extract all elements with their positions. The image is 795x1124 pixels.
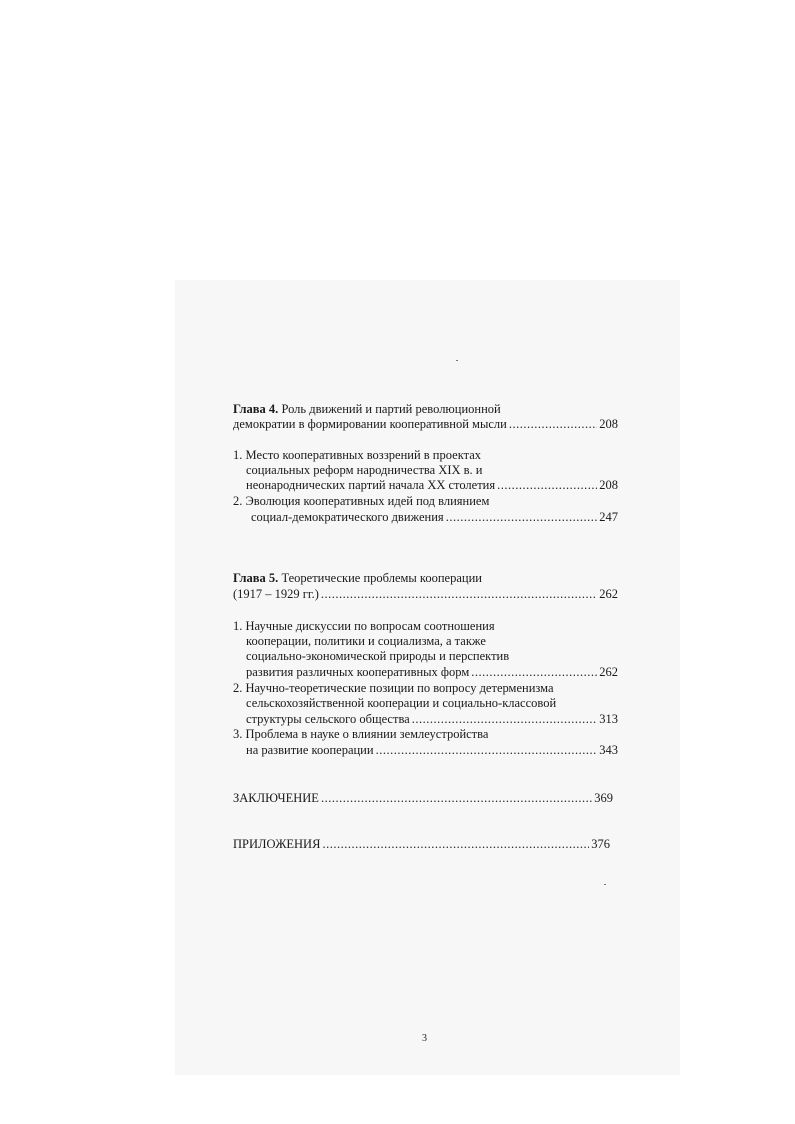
- ch5-item-1-line2: кооперации, политики и социализма, а также: [246, 634, 486, 648]
- appendix-entry[interactable]: [233, 837, 610, 852]
- dot-leader: [412, 712, 598, 727]
- ch4-item-1-line2: социальных реформ народничества XIX в. и: [246, 463, 483, 477]
- conclusion-entry[interactable]: [233, 791, 613, 806]
- ch5-item-2-entry[interactable]: [246, 712, 618, 727]
- ch4-item-2-line2: социал-демократического движения: [251, 510, 444, 524]
- ch5-item-1-line1: 1. Научные дискуссии по вопросам соотношения: [233, 619, 495, 633]
- chapter-4-title-line2: демократии в формировании кооперативной мысли: [233, 417, 507, 431]
- ch5-item-2-line1: 2. Научно-теоретические позиции по вопросу детерменизма: [233, 681, 554, 695]
- ch5-item-2-page: 313: [599, 712, 618, 726]
- ch4-item-1-line1: 1. Место кооперативных воззрений в проектах: [233, 448, 482, 462]
- ch4-item-1-entry[interactable]: [246, 478, 618, 493]
- dot-leader: [321, 587, 597, 602]
- dot-leader: [509, 417, 597, 432]
- ch5-item-1-line3: социально-экономической природы и перспектив: [246, 649, 510, 663]
- ch5-item-3-entry[interactable]: [246, 743, 618, 758]
- chapter-4-label: Глава 4.: [233, 402, 279, 416]
- ch4-item-1-line3: неонароднических партий начала XX столетия: [246, 478, 496, 492]
- scan-speck: [456, 360, 458, 361]
- ch5-item-2-line3: структуры сельского общества: [246, 712, 410, 726]
- ch5-item-3-line2: на развитие кооперации: [246, 743, 374, 757]
- dot-leader: [321, 791, 592, 806]
- scan-speck: [604, 884, 606, 885]
- ch5-item-3-line1: 3. Проблема в науке о влиянии землеустройства: [233, 727, 489, 741]
- appendix-page: 376: [591, 837, 610, 851]
- ch5-item-1-entry[interactable]: [246, 665, 618, 680]
- chapter-5-title-line2: (1917 – 1929 гг.): [233, 587, 319, 601]
- chapter-4-page: 208: [599, 417, 618, 431]
- ch4-item-1-page: 208: [599, 478, 618, 492]
- dot-leader: [376, 743, 598, 758]
- ch5-item-1-line4: развития различных кооперативных форм: [246, 665, 470, 679]
- chapter-5-page: 262: [599, 587, 618, 601]
- page-number: 3: [422, 1033, 427, 1044]
- chapter-5-title-line1: Теоретические проблемы кооперации: [278, 571, 482, 585]
- chapter-5-label: Глава 5.: [233, 571, 279, 585]
- chapter-5-entry[interactable]: [233, 587, 618, 602]
- ch4-item-2-page: 247: [599, 510, 618, 524]
- dot-leader: [446, 510, 598, 525]
- dot-leader: [471, 665, 597, 680]
- ch5-item-3-page: 343: [599, 743, 618, 757]
- chapter-4-entry[interactable]: [233, 417, 618, 432]
- ch5-item-2-line2: сельскохозяйственной кооперации и социально-классовой: [246, 696, 557, 710]
- ch4-item-2-entry[interactable]: [251, 510, 618, 525]
- chapter-4-title-line1: Роль движений и партий революционной: [278, 402, 501, 416]
- chapter-4-heading: [233, 402, 501, 417]
- chapter-5-heading: [233, 571, 482, 586]
- ch4-item-2-line1: 2. Эволюция кооперативных идей под влиянием: [233, 494, 490, 508]
- ch5-item-1-page: 262: [599, 665, 618, 679]
- dot-leader: [497, 478, 597, 493]
- conclusion-label: ЗАКЛЮЧЕНИЕ: [233, 791, 319, 805]
- appendix-label: ПРИЛОЖЕНИЯ: [233, 837, 321, 851]
- conclusion-page: 369: [594, 791, 613, 805]
- dot-leader: [322, 837, 589, 852]
